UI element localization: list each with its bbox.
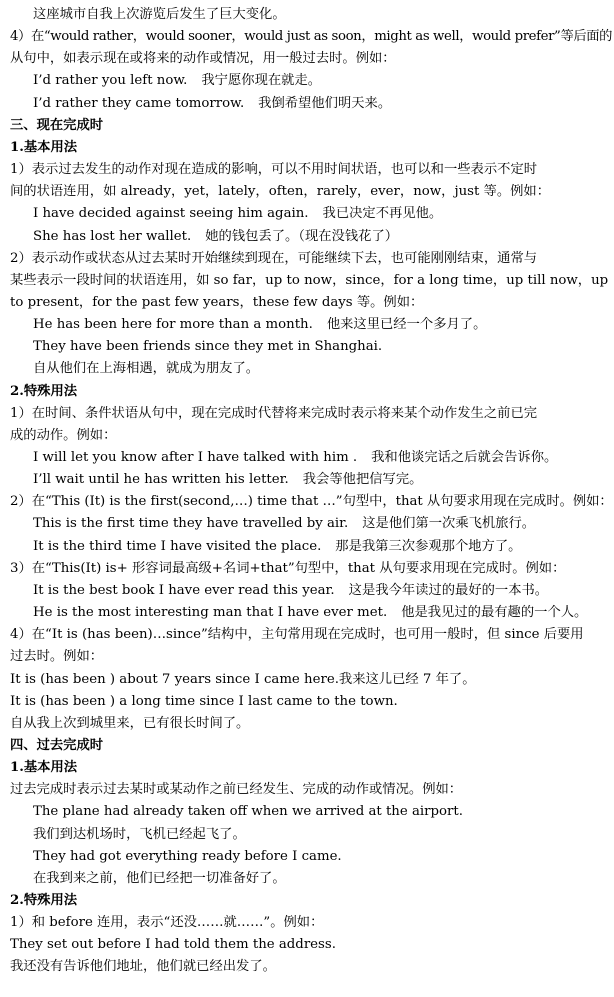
example-line: [33, 580, 548, 602]
example-line: [33, 469, 422, 491]
english-example: I will let you know after I have talked with him .: [33, 450, 358, 465]
text-line: They had got everything ready before I came.: [33, 848, 342, 864]
text-line: 过去时。例如：: [10, 649, 104, 665]
chinese-translation: 这是他们第一次乘飞机旅行。: [362, 516, 536, 532]
section-heading: 1.基本用法: [10, 760, 78, 776]
text-line: 1）表示过去发生的动作对现在造成的影响，可以不用时间状语，也可以和一些表示不定时: [10, 162, 538, 178]
example-line: [33, 447, 557, 469]
english-example: I’d rather they came tomorrow.: [33, 95, 245, 111]
example-line: [33, 93, 391, 115]
text-line: 自从他们在上海相遇，就成为朋友了。: [33, 361, 260, 377]
chinese-translation: 那是我第三次参观那个地方了。: [335, 538, 522, 554]
text-line: to present，for the past few years，these few days 等。例如：: [10, 294, 424, 310]
section-heading: 2.特殊用法: [10, 383, 78, 399]
chinese-translation: 我已决定不再见他。: [322, 206, 443, 222]
section-heading: 三、现在完成时: [10, 117, 104, 133]
text-line: They have been friends since they met in Shanghai.: [33, 339, 383, 355]
chinese-translation: 我会等他把信写完。: [302, 472, 423, 488]
english-example: I have decided against seeing him again.: [33, 206, 309, 222]
chinese-translation: 我宁愿你现在就走。: [201, 73, 322, 89]
chinese-translation: 他是我见过的最有趣的一个人。: [401, 605, 588, 621]
text-line: 从句中，如表示现在或将来的动作或情况，用一般过去时。例如：: [10, 51, 396, 67]
example-line: [33, 70, 321, 92]
text-line: 自从我上次到城里来，已有很长时间了。: [10, 715, 250, 731]
text-line: 我还没有告诉他们地址，他们就已经出发了。: [10, 959, 276, 975]
section-heading: 四、过去完成时: [10, 737, 104, 753]
example-line: [33, 602, 587, 624]
example-line: [33, 536, 521, 558]
text-line: 在我到来之前，他们已经把一切准备好了。: [33, 870, 286, 886]
chinese-translation: 这是我今年读过的最好的一本书。: [348, 582, 549, 598]
english-example: It is the third time I have visited the place.: [33, 538, 322, 554]
english-example: He has been here for more than a month.: [33, 317, 313, 333]
example-line: [33, 314, 486, 336]
english-example: It is the best book I have ever read this year.: [33, 582, 335, 598]
text-line: 某些表示一段时间的状语连用，如 so far，up to now，since，for a long time，up till now，up: [10, 272, 609, 288]
example-line: [33, 203, 442, 225]
chinese-translation: 我倒希望他们明天来。: [258, 95, 392, 111]
chinese-translation: 她的钱包丢了。（现在没钱花了）: [205, 228, 399, 244]
section-heading: 2.特殊用法: [10, 893, 78, 908]
english-example: She has lost her wallet.: [33, 228, 192, 244]
text-line: 我们到达机场时，飞机已经起飞了。: [33, 826, 246, 842]
section-heading: 1.基本用法: [10, 139, 78, 155]
text-line: 3）在“This(It) is+ 形容词最高级+名词+that”句型中，that 从句要求用现在完成时。例如：: [10, 560, 566, 576]
text-line: 4）在“would rather，would sooner，would just as soon，might as well，would prefer”等后面的: [10, 29, 613, 45]
text-line: 4）在“It is (has been)…since”结构中，主句常用现在完成时，也可用一般时，但 since 后要用: [10, 627, 584, 643]
chinese-translation: 他来这里已经一个多月了。: [326, 317, 487, 333]
text-line: 过去完成时表示过去某时或某动作之前已经发生、完成的动作或情况。例如：: [10, 782, 463, 798]
text-line: 1）和 before 连用，表示“还没……就……”。例如：: [10, 915, 324, 931]
chinese-translation: 我和他谈完话之后就会告诉你。: [371, 450, 558, 465]
example-line: [33, 226, 398, 248]
text-line: 间的状语连用，如 already，yet，lately，often，rarely，ever，now，just 等。例如：: [10, 184, 551, 200]
text-line: It is (has been ) a long time since I last came to the town.: [10, 693, 398, 709]
text-line: The plane had already taken off when we arrived at the airport.: [33, 804, 463, 820]
text-line: 这座城市自我上次游览后发生了巨大变化。: [33, 7, 286, 22]
text-line: 2）在“This (It) is the first(second,…) time that …”句型中，that 从句要求用现在完成时。例如：: [10, 494, 613, 510]
english-example: I’d rather you left now.: [33, 73, 188, 89]
text-line: It is (has been ) about 7 years since I came here.我来这儿已经 7 年了。: [10, 671, 476, 687]
english-example: He is the most interesting man that I have ever met.: [33, 605, 388, 621]
text-line: 2）表示动作或状态从过去某时开始继续到现在，可能继续下去，也可能刚刚结束，通常与: [10, 250, 538, 266]
text-line: 1）在时间、条件状语从句中，现在完成时代替将来完成时表示将来某个动作发生之前已完: [10, 405, 538, 421]
text-line: 成的动作。例如：: [10, 427, 117, 443]
english-example: I’ll wait until he has written his letter.: [33, 472, 289, 488]
example-line: [33, 513, 535, 535]
text-line: They set out before I had told them the address.: [10, 937, 336, 953]
english-example: This is the first time they have travelled by air.: [33, 516, 349, 532]
